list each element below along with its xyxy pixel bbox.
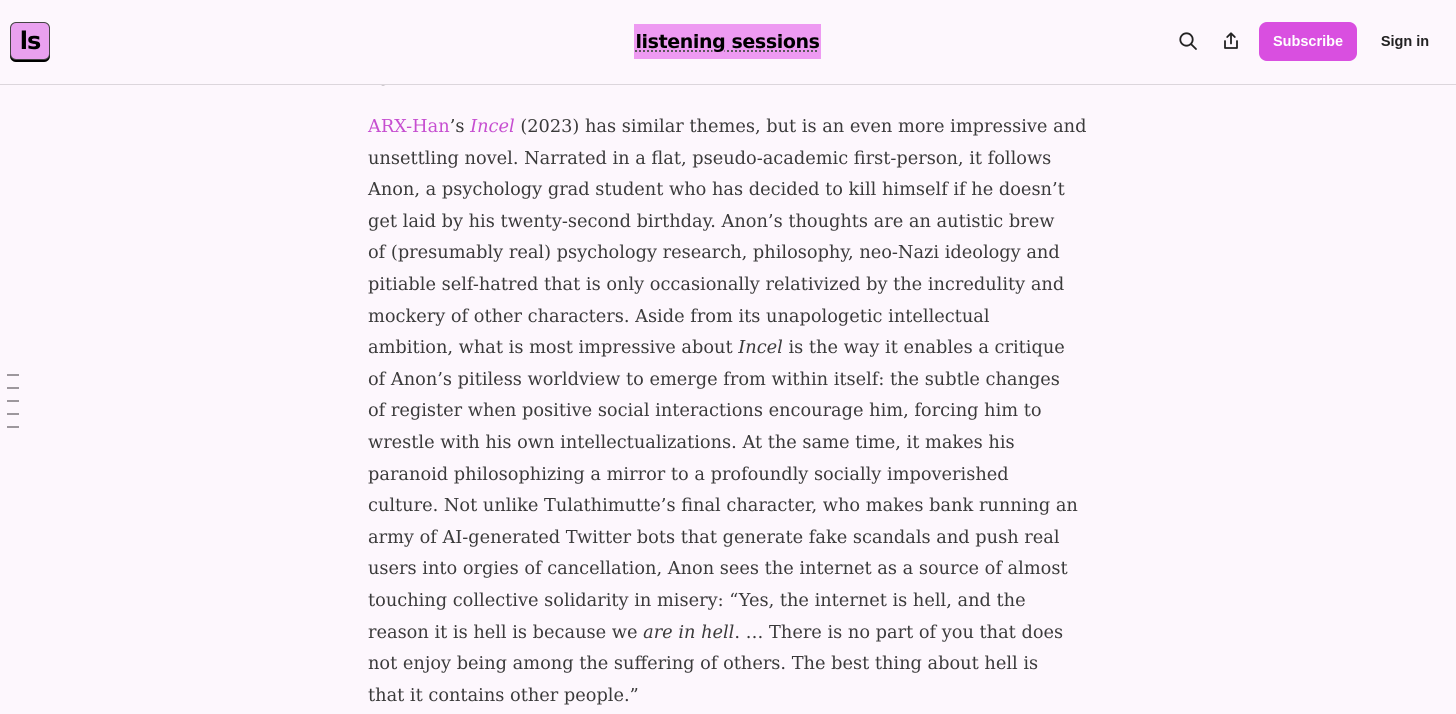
text-line: pitiable self-hatred that is only occasionally relativized by the incredulity and [368,274,1065,295]
article-body [368,112,1096,712]
top-bar [0,0,1456,85]
share-icon [1221,31,1241,51]
text-line: get laid by his twenty-second birthday. Anon’s thoughts are an autistic brew [368,211,1055,232]
search-button[interactable] [1175,28,1201,54]
publication-logo[interactable]: ls [10,22,50,60]
text-line: mockery of other characters. Aside from its unapologetic intellectual [368,306,990,327]
text-line: Anon, a psychology grad student who has decided to kill himself if he doesn’t [368,180,1065,201]
text-line: of (presumably real) psychology research, philosophy, neo-Nazi ideology and [368,243,1060,264]
toc-entry[interactable] [7,426,19,428]
text-line [368,112,1096,144]
text-run: is the way it enables a critique [782,338,1065,359]
book-title-link[interactable]: Incel [470,117,515,137]
toc-entry[interactable] [7,400,19,402]
text-run: ambition, what is most impressive about [368,338,739,359]
italic-phrase: are in hell [643,622,735,643]
share-button[interactable] [1218,28,1244,54]
author-link[interactable]: ARX-Han [368,117,450,137]
text-line [368,333,1096,365]
text-line: unsettling novel. Narrated in a flat, pseudo-academic first-person, it follows [368,148,1052,169]
text-line: army of AI-generated Twitter bots that generate fake scandals and push real [368,527,1060,548]
text-line: of Anon’s pitiless worldview to emerge from within itself: the subtle changes [368,369,1060,390]
article-paragraph [368,112,1096,712]
subscribe-button[interactable]: Subscribe [1259,22,1357,61]
sign-in-button[interactable]: Sign in [1372,22,1438,61]
text-line: of register when positive social interactions encourage him, forcing him to [368,401,1042,422]
text-line [368,618,1096,650]
toc-entry[interactable] [7,374,19,376]
search-icon [1178,31,1198,51]
italic-title: Incel [738,338,783,359]
toc-entry[interactable] [7,387,19,389]
text-line: users into orgies of cancellation, Anon sees the internet as a source of almost [368,559,1068,580]
publication-title[interactable]: listening sessions [634,24,821,59]
table-of-contents[interactable] [7,374,21,439]
text-line: not enjoy being among the suffering of others. The best thing about hell is [368,654,1039,675]
text-run: . … There is no part of you that does [734,622,1064,643]
toc-entry[interactable] [7,413,19,415]
text-line: culture. Not unlike Tulathimutte’s final character, who makes bank running an [368,496,1078,517]
text-run: (2023) has similar themes, but is an even more impressive and [514,117,1087,137]
text-run: reason it is hell is because we [368,622,644,643]
text-line: touching collective solidarity in misery: “Yes, the internet is hell, and the [368,590,1026,611]
text-line: paranoid philosophizing a mirror to a profoundly socially impoverished [368,464,1009,485]
possessive: ’s [449,117,471,137]
text-line: wrestle with his own intellectualizations. At the same time, it makes his [368,432,1015,453]
text-line: that it contains other people.” [368,685,639,706]
